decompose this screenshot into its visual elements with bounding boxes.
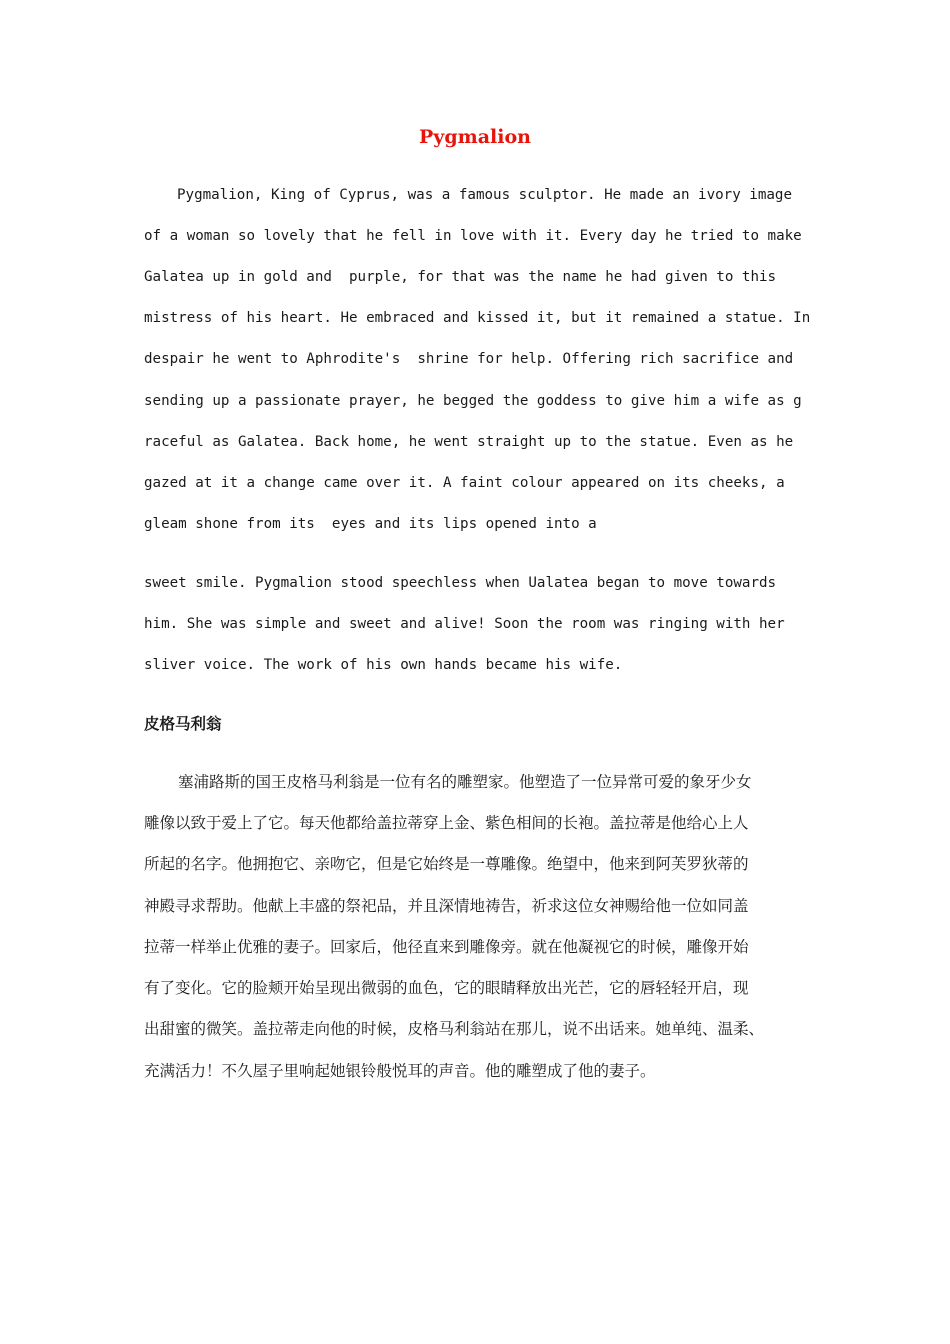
chinese-paragraph-line: 雕像以致于爱上了它。每天他都给盖拉蒂穿上金、紫色相间的长袍。盖拉蒂是他给心上人 [144, 814, 749, 832]
document-title: Pygmalion [419, 126, 531, 148]
english-paragraph-line: sliver voice. The work of his own hands became his wife. [144, 657, 623, 673]
english-paragraph-line: Pygmalion, King of Cyprus, was a famous sculptor. He made an ivory image [177, 187, 792, 203]
english-paragraph-line: gazed at it a change came over it. A faint colour appeared on its cheeks, a [144, 475, 785, 491]
chinese-paragraph-line: 神殿寻求帮助。他献上丰盛的祭祀品，并且深情地祷告，祈求这位女神赐给他一位如同盖 [144, 897, 749, 915]
chinese-paragraph-line: 充满活力！不久屋子里响起她银铃般悦耳的声音。他的雕塑成了他的妻子。 [144, 1062, 656, 1080]
english-paragraph-line: despair he went to Aphrodite's shrine for help. Offering rich sacrifice and [144, 351, 794, 367]
english-paragraph-line: mistress of his heart. He embraced and kissed it, but it remained a statue. In [144, 310, 811, 326]
english-paragraph-line: gleam shone from its eyes and its lips opened into a [144, 516, 597, 532]
chinese-paragraph-line: 出甜蜜的微笑。盖拉蒂走向他的时候，皮格马利翁站在那儿，说不出话来。她单纯、温柔、 [144, 1020, 765, 1038]
english-paragraph-line: of a woman so lovely that he fell in love with it. Every day he tried to make [144, 228, 802, 244]
english-paragraph-line: sending up a passionate prayer, he begged the goddess to give him a wife as g [144, 393, 802, 409]
english-paragraph-line: raceful as Galatea. Back home, he went straight up to the statue. Even as he [144, 434, 794, 450]
english-paragraph-line: Galatea up in gold and purple, for that was the name he had given to this [144, 269, 777, 285]
chinese-paragraph-line: 所起的名字。他拥抱它、亲吻它，但是它始终是一尊雕像。绝望中，他来到阿芙罗狄蒂的 [144, 855, 749, 873]
chinese-heading: 皮格马利翁 [144, 715, 222, 733]
chinese-paragraph-line: 塞浦路斯的国王皮格马利翁是一位有名的雕塑家。他塑造了一位异常可爱的象牙少女 [178, 773, 752, 791]
chinese-paragraph-line: 有了变化。它的脸颊开始呈现出微弱的血色，它的眼睛释放出光芒，它的唇轻轻开启，现 [144, 979, 749, 997]
english-paragraph-line: him. She was simple and sweet and alive! Soon the room was ringing with her [144, 616, 785, 632]
english-paragraph-line: sweet smile. Pygmalion stood speechless when Ualatea began to move towards [144, 575, 777, 591]
chinese-paragraph-line: 拉蒂一样举止优雅的妻子。回家后，他径直来到雕像旁。就在他凝视它的时候，雕像开始 [144, 938, 749, 956]
